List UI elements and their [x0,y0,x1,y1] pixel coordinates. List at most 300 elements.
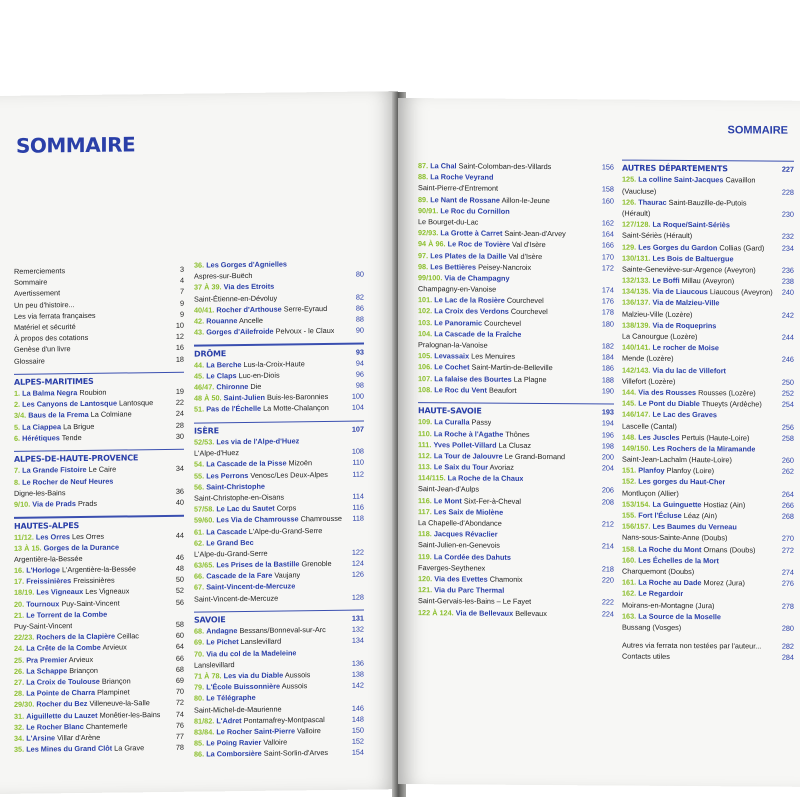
entry-number: 151. [622,465,637,475]
entry-name: Via du col de la Madeleine [206,647,297,659]
entry-name: Andagne [206,626,238,636]
entry-location: Lus-la-Croix-Haute [243,358,305,369]
entry-number: 110. [418,428,432,438]
entry-name: L'Adret [216,715,242,726]
entry-number: 149/150. [622,443,651,453]
entry-page: 154 [351,747,364,757]
entry-location: Valloire [297,726,321,736]
entry-number: 160. [622,555,637,565]
entry-title [194,258,287,270]
entry-location: Saint-Vincent-de-Mercuze [194,593,279,604]
entry-location: Montluçon (Allier) [622,488,679,498]
entry-page: 4 [179,275,184,285]
entry-page: 232 [781,232,794,242]
entry-location: Malzieu-Ville (Lozère) [622,309,693,319]
entry-page: 69 [175,675,184,685]
entry-page: 114 [352,491,364,501]
entry-location: Roubion [79,387,107,398]
entry-title [194,435,299,447]
entry-page: 280 [781,623,794,633]
section-page: 131 [351,613,364,623]
entry-title [622,297,720,309]
entry-location: Moirans-en-Montagne (Jura) [622,600,715,610]
entry-number: 21. [14,610,25,620]
entry-location: Peisey-Nancroix [478,262,532,272]
entry-title [194,315,263,327]
entry-page: 258 [781,433,794,443]
entry-name: Les Prises de la Bastille [216,559,300,570]
entry-number: 51. [194,404,205,415]
entry-location: Aussois [284,670,311,680]
entry-name: Freissinières [26,576,72,586]
entry-location: Courchevel [506,296,544,306]
entry-name: Le Roc de Tovière [447,239,510,250]
entry-name: Planfoy [638,465,665,476]
entry-title [14,620,72,632]
entry-number: 97. [418,250,429,260]
entry-title [194,659,235,671]
entry-number: 57/58. [194,504,215,514]
entry-location: Courchevel [484,318,522,328]
entry-page: 52 [175,586,184,596]
entry-name: Aiguillette du Lauzet [26,710,98,721]
section-title: HAUTE-SAVOIE [418,406,482,416]
entry-location: Villar d'Arène [57,732,101,743]
entry-number: 45. [194,371,205,381]
entry-name: Chironne [216,382,249,392]
entry-number: 162. [622,588,637,598]
entry-number: 32. [14,722,25,732]
entry-location: Saint-Jean-d'Aulps [418,484,480,495]
entry-page: 238 [781,276,794,286]
entry-title [14,397,153,410]
entry-title [622,554,719,566]
entry-name: Hérétiques [22,433,60,443]
entry-title [622,319,716,331]
entry-name: Le Roc du Vent [434,385,487,395]
entry-list [14,529,184,755]
entry-title [622,174,755,186]
toc-entry[interactable] [622,621,794,633]
entry-number: 59/60. [194,515,215,525]
entry-page: 228 [781,187,794,197]
entry-page: 77 [175,731,184,741]
entry-number: 22/23. [14,632,35,643]
entry-title [194,592,278,604]
entry-name: Le Rocher de Neuf Heures [22,476,114,487]
entry-location: Aussois [281,681,308,691]
entry-page: 134 [351,635,364,646]
entry-location: Ceillac [117,631,139,641]
entry-list [194,624,364,760]
entry-number: 66. [194,571,205,581]
entry-title [194,525,322,538]
entry-name: La Roche au Dade [638,577,702,588]
entry-title [418,461,514,473]
entry-page: 60 [175,630,184,641]
entry-name: La Cascade de la Pisse [206,458,287,469]
entry-location: Faverges-Seythenex [418,562,486,573]
section-rule [622,160,794,163]
entry-name: Le Mont [433,495,462,506]
entry-name: La falaise des Bourtes [434,373,512,384]
entry-location: Bellevaux [515,608,547,618]
entry-name: La Roque/Saint-Sériès [652,219,730,230]
entry-page: 74 [175,709,184,719]
entry-number: 5. [14,422,21,432]
entry-page: 256 [781,422,794,432]
entry-name: La Tour de Jalouvre [433,451,503,461]
entry-title [14,609,107,621]
entry-name: Le Regardoir [638,589,684,599]
toc-entry[interactable] [622,651,794,663]
entry-title: Sommaire [14,277,48,288]
entry-number: 109. [418,417,433,427]
entry-name: La Crête de la Combe [26,643,101,654]
entry-title [622,621,681,633]
entry-title [622,230,692,242]
entry-title [622,566,694,578]
entry-name: La Source de la Moselle [638,611,721,621]
entry-page: 284 [781,652,794,663]
entry-title [194,469,328,482]
entry-name: Saint-Vincent-de-Mercuze [206,581,296,592]
entry-name: Thaurac [638,197,667,207]
entry-name: Les Saix de Miolène [433,507,504,517]
entry-list [194,357,364,415]
entry-name: Les Juscles [638,432,680,442]
entry-number: 113. [418,462,432,472]
entry-page: 188 [601,374,614,385]
entry-page: 68 [175,664,184,674]
entry-name: Via de Champagny [444,273,510,283]
entry-page: 208 [601,497,614,507]
entry-location: Chamonix [489,574,523,584]
entry-page: 70 [175,686,184,697]
entry-title: Glossaire [14,355,45,366]
entry-title [418,261,531,273]
entry-location: Pralognan-la-Vanoise [418,340,488,350]
entry-number: 104. [418,328,433,339]
entry-name: Tournoux [26,598,60,609]
entry-name: Via des Rousses [638,387,697,398]
entry-location: Sainte-Geneviève-sur-Argence (Aveyron) [622,264,756,275]
entry-number: 142/143. [622,365,651,375]
toc-column-3 [418,160,614,626]
toc-entry[interactable] [418,607,614,620]
entry-name: La Schappe [26,665,68,676]
entry-number: 99/100. [418,273,443,283]
entry-title [418,216,478,228]
entry-number: 98. [418,261,429,271]
entry-number: 7. [14,466,21,476]
entry-title [622,543,755,555]
entry-number: 9/10. [14,499,31,509]
entry-location: Saint-Jean-d'Arvey [504,228,566,239]
entry-number: 27. [14,677,25,687]
entry-number: 144. [622,387,637,397]
entry-location: Liaucous (Aveyron) [709,287,773,297]
entry-page: 58 [175,619,184,629]
entry-page: 18 [175,354,184,364]
entry-location: Mende (Lozère) [622,353,674,364]
entry-location: Saint-Pierre-d'Entremont [418,183,499,194]
entry-location: Le Caire [88,464,117,475]
entry-page: 40 [175,497,184,507]
entry-title [418,573,523,585]
entry-number: 117. [418,506,432,517]
entry-name: Baus de la Frema [28,410,89,421]
entry-name: Les Échelles de la Mort [638,555,719,566]
entry-title: Autres via ferrata non testées par l'auteur... [622,640,762,651]
entry-title [194,548,268,560]
entry-name: Les Plates de la Daille [430,250,507,261]
entry-number: 86. [194,749,205,759]
entry-title [418,517,502,529]
entry-name: La Pointe de Charra [26,688,96,698]
entry-page: 276 [781,578,794,588]
entry-page: 9 [179,298,184,308]
entry-number: 163. [622,611,637,621]
entry-number: 145. [622,398,637,408]
entry-page: 44 [175,530,184,540]
entry-title [194,358,305,371]
entry-name: La Roche du Mont [638,544,702,554]
entry-page: 180 [601,319,614,329]
entry-name: Le Boffi [652,275,680,286]
entry-title [622,532,727,544]
entry-number: 16. [14,565,25,575]
entry-number: 1. [14,388,21,398]
entry-page: 252 [781,388,794,398]
entry-page: 246 [781,355,794,365]
entry-title: À propos des cotations [14,333,89,343]
entry-list [622,174,794,634]
entry-number: 67. [194,582,205,593]
entry-page: 262 [781,466,794,477]
entry-name: Le Télégraphe [206,693,256,703]
entry-number: 13 À 15. [14,543,42,553]
section-gap [418,618,614,626]
entry-name: Le Rocher Saint-Pierre [216,726,295,737]
entry-location: Argentière-la-Bessée [14,553,83,564]
entry-title [194,381,261,393]
entry-page: 166 [601,240,614,250]
entry-location: Monêtier-les-Bains [99,709,161,720]
entry-name: Le Roc du Cornillon [440,206,510,216]
entry-title [622,387,756,399]
entry-location: Bessans/Bonneval-sur-Arc [239,625,326,636]
entry-page: 112 [352,469,364,479]
entry-page: 158 [601,184,614,194]
entry-name: Via de Bellevaux [455,607,514,618]
left-page [0,91,398,794]
entry-page: 136 [351,658,364,668]
entry-title [194,581,295,593]
entry-number: 81/82. [194,716,215,726]
entry-number: 130/131. [622,253,651,263]
entry-page: 184 [601,352,614,362]
entry-page: 48 [175,563,184,573]
entry-location: Le Grand-Bornand [504,451,566,462]
entry-page: 50 [175,575,184,585]
entry-location: Chamrousse [300,514,342,524]
entry-title [622,610,721,622]
entry-location: Les Menuires [471,351,515,362]
entry-number: 85. [194,738,205,748]
entry-page: 90 [355,325,364,335]
entry-location: Avoriaz [489,462,514,472]
entry-number: 25. [14,655,25,665]
entry-location: Luc-en-Diois [238,370,280,380]
entry-location: La Motte-Chalançon [263,403,329,414]
entry-page: 186 [601,363,614,373]
entry-number: 17. [14,577,25,587]
entry-name: Les Gorges d'Agnielles [206,259,287,270]
entry-number: 80. [194,693,205,703]
entry-number: 83/84. [194,727,215,737]
entry-location: Planfoy (Loire) [666,466,715,476]
entry-number: 40/41. [194,305,215,315]
entry-title [418,339,488,351]
entry-page: 138 [351,669,364,679]
entry-location: Beaufort [488,385,517,395]
entry-page: 10 [175,320,184,330]
entry-name: Le Rocher Blanc [26,721,84,732]
entry-number: 87. [418,161,429,171]
entry-location: Villeneuve-la-Salle [89,698,150,709]
entry-number: 138/139. [622,320,651,330]
entry-number: 70. [194,649,205,659]
entry-location: Val d'Isère [511,240,546,250]
entry-page: 76 [175,720,184,730]
entry-page: 72 [175,698,184,708]
entry-name: Le Saix du Tour [433,462,489,472]
entry-number: 68. [194,626,205,636]
entry-number: 28. [14,688,25,699]
entry-page: 272 [781,545,794,555]
entry-location: L'Alpe-du-Grand-Serre [248,525,323,536]
entry-title [418,540,500,552]
entry-title [622,498,745,510]
entry-title [194,680,307,693]
entry-page: 170 [601,251,614,262]
entry-title [418,183,498,195]
entry-name: Via du lac de Villefort [652,365,726,375]
entry-page: 268 [781,511,794,521]
entry-name: Rocher d'Arthouse [216,304,282,315]
entry-location: Le Bourget-du-Lac [418,217,479,227]
entry-location: La Colmiane [90,409,132,420]
entry-page: 108 [351,446,364,456]
entry-name: Fort l'Écluse [638,510,682,520]
entry-name: Yves Pollet-Villard [433,439,497,450]
entry-name: Gorges de la Durance [43,542,120,553]
entry-page: 46 [175,552,184,562]
entry-location: Rousses (Lozère) [698,388,756,398]
entry-location: Courchevel [510,307,548,317]
entry-number: 34. [14,733,25,743]
toc-entry[interactable] [418,384,614,397]
entry-location: Pertuis (Haute-Loire) [681,432,750,443]
entry-number: 52/53. [194,437,215,447]
entry-location: Ancelle [239,315,263,326]
entry-name: La Balma Negra [22,388,78,398]
entry-title: Genèse d'un livre [14,344,71,355]
entry-title [622,364,726,376]
section-title: ALPES-DE-HAUTE-PROVENCE [14,453,139,465]
entry-name: Le Pichet [206,637,239,647]
entry-name: Les Orres [35,531,70,542]
entry-location: Arvieux [102,642,127,653]
entry-number: 31. [14,711,25,721]
entry-name: Pra Premier [26,654,68,665]
entry-name: Le Torrent de la Combe [26,609,108,620]
entry-number: 54. [194,459,205,470]
entry-location: Léaz (Ain) [683,511,718,521]
entry-page: 160 [601,195,614,206]
entry-title [622,577,745,589]
entry-location: (Hérault) [622,208,651,218]
entry-page: 9 [179,309,184,319]
entry-page: 282 [781,641,794,651]
entry-location: L'Argentière-la-Bessée [61,564,136,575]
entry-title [622,409,717,421]
section-header [418,406,614,416]
entry-title [14,642,127,655]
right-page [398,98,800,787]
entry-title [418,551,511,563]
entry-title [418,272,510,284]
entry-page: 224 [601,608,614,619]
entry-title [194,692,256,704]
page-title: SOMMAIRE [16,132,136,158]
entry-page: 266 [781,500,794,510]
entry-title [14,541,119,553]
entry-number: 48 À 50. [194,393,222,403]
entry-name: La Curalla [434,417,470,427]
entry-location: (Vaucluse) [622,186,657,196]
entry-page: 182 [601,341,614,351]
entry-number: 153/154. [622,499,651,509]
entry-page: 174 [601,285,614,295]
entry-name: Le Cochet [434,362,470,372]
entry-title [622,465,714,477]
entry-location: Nans-sous-Sainte-Anne (Doubs) [622,532,728,543]
toc-column-4 [622,160,794,664]
entry-number: 2. [14,400,21,410]
entry-list [14,386,184,444]
entry-page: 82 [355,292,364,302]
entry-number: 108. [418,384,433,394]
entry-name: Les Gorges du Gardon [638,242,718,252]
entry-location: Prads [77,498,98,509]
entry-number: 6. [14,433,21,443]
entry-location: Saint-Sériès (Hérault) [622,230,693,241]
entry-title [194,447,239,459]
entry-location: Millau (Aveyron) [681,276,735,286]
entry-location: Lanslevillard [240,636,282,647]
entry-number: 29/30. [14,699,35,710]
entry-name: La Chal [430,161,457,171]
entry-title [418,506,503,518]
entry-page: 278 [781,601,794,611]
entry-page: 100 [351,391,364,401]
entry-page: 222 [601,597,614,607]
entry-location: Tende [61,432,82,443]
entry-page: 190 [601,386,614,396]
entry-number: 90/91. [418,205,439,216]
